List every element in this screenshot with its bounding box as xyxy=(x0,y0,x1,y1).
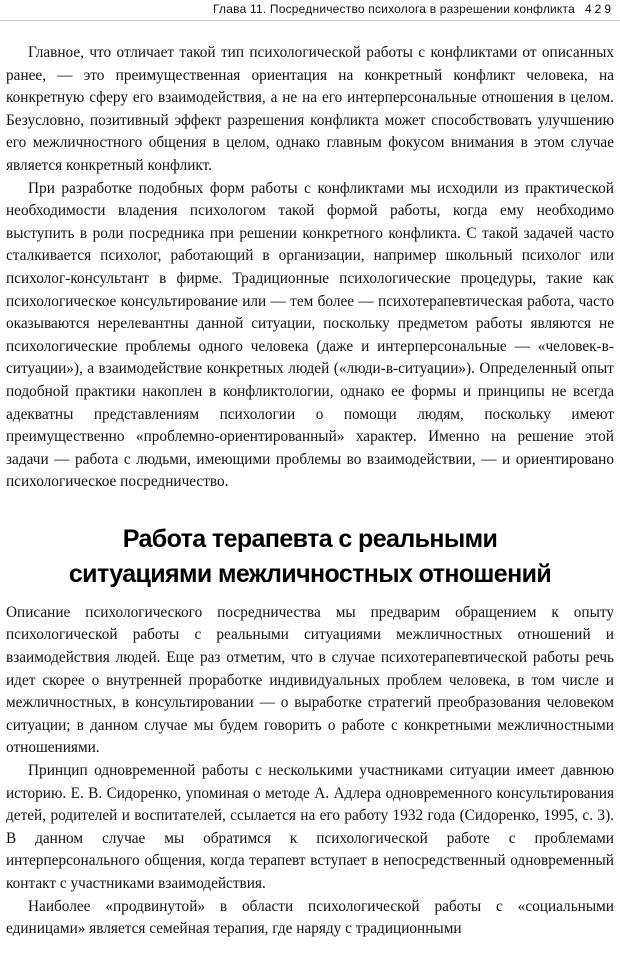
paragraph: При разработке подобных форм работы с конфликтами мы исходили из практической необходимости владения психологом такой формой работы, когда ему необходимо выступить в роли посредника при решении конкретного конфликта. С такой задачей часто сталкивается психолог, работающий в организации, например школьный психолог или психолог-консультант в фирме. Традиционные психологические процедуры, такие как психологическое консультирование или — тем более — психотерапевтическая работа, часто оказываются нерелевантны данной ситуации, поскольку предметом работы являются не психологические проблемы одного человека (даже и интерперсональные — «человек-в-ситуации»), а взаимодействие конкретных людей («люди-в-ситуации»). Определенный опыт подобной практики накоплен в конфликтологии, однако ее формы и принципы не всегда адекватны представлениям психологии о помощи людям, поскольку имеют преимущественно «проблемно-ориентированный» характер. Именно на решение этой задачи — работа с людьми, имеющими проблемы во взаимодействии, — и ориентировано психологическое посредничество. xyxy=(6,179,614,491)
page-body xyxy=(6,42,614,941)
section-heading-line: Работа терапевта с реальными xyxy=(122,524,498,553)
header-rule xyxy=(0,20,620,21)
paragraph: Принцип одновременной работы с несколькими участниками ситуации имеет давнюю историю. Е. В. Сидоренко, упоминая о методе А. Адлера одновременного консультирования детей, родителей и воспитателей, ссылается на его работу 1932 года (Сидоренко, 1995, с. 3). В данном случае мы обратимся к психологической работе с проблемами интерперсонального общения, когда терапевт вступает в непосредственный одновременный контакт с участниками взаимодействия. xyxy=(6,762,614,892)
paragraph: Описание психологического посредничества мы предварим обращением к опыту психологической работы с реальными ситуациями межличностных отношений и взаимодействия людей. Еще раз отметим, что в случае психотерапевтической работы речь идет скорее о внутренней проработке индивидуальных проблем человека, в том числе и межличностных, в консультировании — о выработке стратегий преобразования человеком ситуации; в данном случае мы будем говорить о работе с конкретными межличностными отношениями. xyxy=(6,603,614,757)
section-heading-line: ситуациями межличностных отношений xyxy=(68,559,552,588)
running-header xyxy=(0,2,614,16)
section-heading xyxy=(6,522,614,592)
page-number: 429 xyxy=(584,2,614,16)
paragraph: Главное, что отличает такой тип психологической работы с конфликтами от описанных ранее, — это преимущественная ориентация на конкретный конфликт человека, на конкретную сферу его взаимодействия, а не на его интерперсональные отношения в целом. Безусловно, позитивный эффект разрешения конфликта может способствовать улучшению его межличностного общения в целом, однако главным фокусом внимания в этом случае является конкретный конфликт. xyxy=(6,44,614,174)
chapter-title: Глава 11. Посредничество психолога в разрешении конфликта xyxy=(213,2,575,16)
paragraph: Наиболее «продвинутой» в области психологической работы с «социальными единицами» является семейная терапия, где наряду с традиционными xyxy=(6,897,614,938)
